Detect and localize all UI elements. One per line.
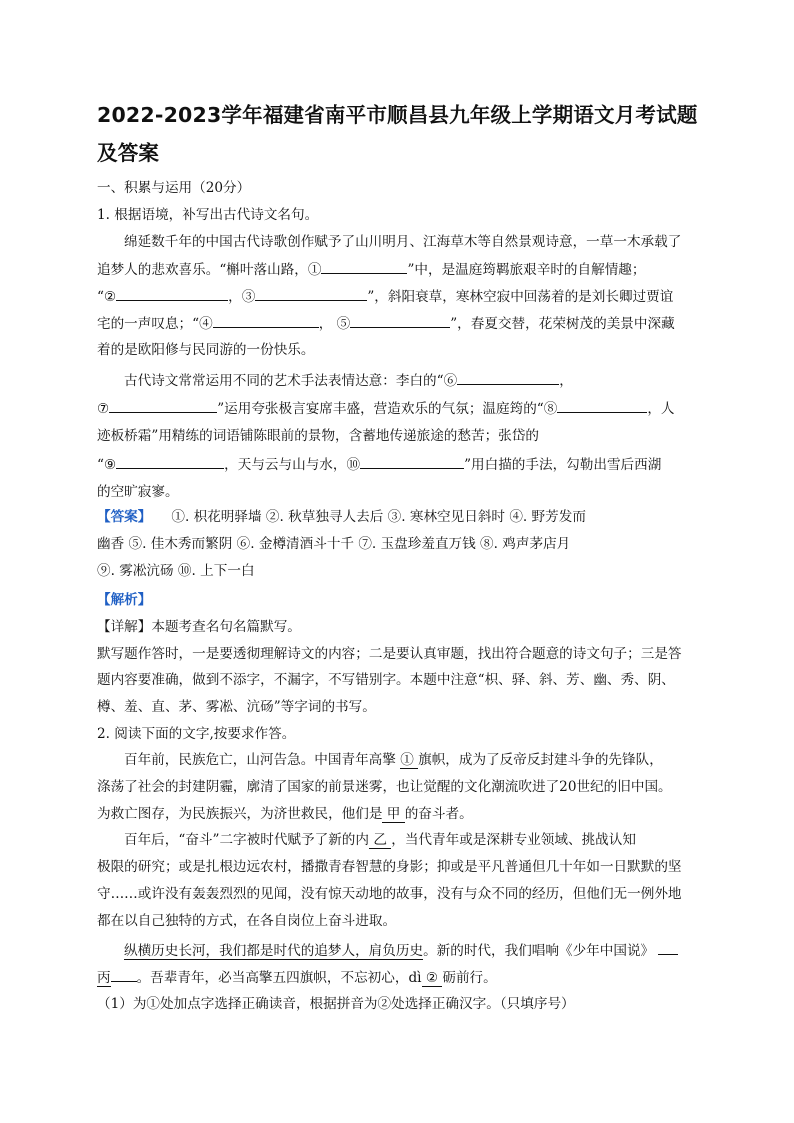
blank-q2-jia: 甲 — [382, 806, 405, 822]
q2-para2-line3: 守……或许没有轰轰烈烈的见闻，没有惊天动地的故事，没有与众不同的经历，但他们无一例外地 — [97, 886, 682, 902]
answer-label: 【答案】 — [97, 509, 152, 525]
q1-para1-line1: 绵延数千年的中国古代诗歌创作赋予了山川明月、江海草木等自然景观诗意，一草一木承载了 — [124, 234, 682, 250]
blank-5 — [350, 313, 450, 328]
question-1-stem: 1. 根据语境，补写出古代诗文名句。 — [97, 207, 319, 223]
blank-q2-bing-right — [111, 967, 137, 982]
q2-para1-line1: 百年前，民族危亡，山河告急。中国青年高擎 ① 旗帜，成为了反帝反封建斗争的先锋队， — [124, 752, 663, 768]
analysis-line-3: 樽、羞、直、茅、雾凇、沆砀”等字词的书写。 — [97, 699, 376, 715]
blank-9 — [116, 454, 224, 469]
q1-para2-line2: ⑦ ”运用夸张极言宴席丰盛，营造欢乐的气氛；温庭筠的“⑧ ，人 — [97, 398, 675, 419]
q1-para2-line5: 的空旷寂寥。 — [97, 484, 179, 500]
q2-para1-line3: 为救亡图存，为民族振兴，为济世救民，他们是 甲 的奋斗者。 — [97, 806, 473, 822]
question-2-stem: 2. 阅读下面的文字,按要求作答。 — [97, 726, 296, 742]
title-line-1: 2022-2023学年福建省南平市顺昌县九年级上学期语文月考试题 — [97, 103, 698, 127]
q2-para3-line1: 纵横历史长河，我们都是时代的追梦人，肩负历史。新的时代，我们唱响《少年中国说》 — [124, 940, 678, 961]
section-heading: 一、积累与运用（20分） — [97, 180, 251, 196]
q2-para2-line4: 都在以自己独特的方式，在各自岗位上奋斗进取。 — [97, 913, 397, 929]
answer-line-3: ⑨. 雾凇沆砀 ⑩. 上下一白 — [97, 563, 255, 579]
q1-para1-line5: 着的是欧阳修与民同游的一份快乐。 — [97, 342, 315, 358]
q1-para2-line3: 迹板桥霜”用精练的词语铺陈眼前的景物，含蓄地传递旅途的愁苦；张岱的 — [97, 428, 539, 444]
blank-q2-bing-left — [658, 940, 678, 955]
blank-1 — [321, 259, 407, 274]
q2-para2-line2: 极限的研究；或是扎根边远农村，播撒青春智慧的身影；抑或是平凡普通但几十年如一日默默的坚 — [97, 859, 682, 875]
q1-para1-line3: “② ，③ ”，斜阳衰草，寒林空寂中回荡着的是刘长卿过贾谊 — [97, 286, 673, 307]
blank-4 — [213, 313, 319, 328]
blank-7 — [109, 398, 217, 413]
analysis-detail: 【详解】本题考查名句名篇默写。 — [97, 619, 301, 635]
detail-label: 【详解】 — [97, 619, 152, 635]
blank-2 — [116, 286, 228, 301]
q1-para2-line4: “⑨ ，天与云与山与水，⑩ ”用白描的手法，勾勒出雪后西湖 — [97, 454, 661, 475]
analysis-line-2: 题内容要准确，做到不添字，不漏字，不写错别字。本题中注意“枳、驿、斜、芳、幽、秀、阴、 — [97, 672, 675, 688]
answer-line-2: 幽香 ⑤. 佳木秀而繁阴 ⑥. 金樽清酒斗十千 ⑦. 玉盘珍羞直万钱 ⑧. 鸡声茅店月 — [97, 536, 571, 552]
blank-3 — [255, 286, 367, 301]
blank-6 — [457, 370, 559, 385]
document-title — [97, 96, 717, 172]
blank-q2-2: ② — [421, 970, 443, 986]
q2-sub-question-1: （1）为①处加点字选择正确读音，根据拼音为②处选择正确汉字。（只填序号） — [97, 996, 575, 1012]
q2-para3-line2: 丙 。吾辈青年，必当高擎五四旗帜，不忘初心，dì ② 砺前行。 — [97, 967, 497, 988]
blank-q2-1: ① — [400, 752, 419, 768]
blank-10 — [360, 454, 464, 469]
q1-para2-line1: 古代诗文常常运用不同的艺术手法表情达意：李白的“⑥ ， — [124, 370, 573, 391]
q1-para1-line4: 宅的一声叹息；“④ ， ⑤ ”，春夏交替，花荣树茂的美景中深藏 — [97, 313, 675, 334]
blank-q2-yi: 乙 — [369, 832, 392, 848]
q2-para1-line2: 涤荡了社会的封建阴霾，廓清了国家的前景迷雾，也让觉醒的文化潮流吹进了20世纪的旧中国。 — [97, 779, 672, 795]
title-line-2: 及答案 — [97, 141, 160, 165]
answer-line-1: 【答案】 ①. 枳花明驿墙 ②. 秋草独寻人去后 ③. 寒林空见日斜时 ④. 野芳发而 — [97, 509, 586, 525]
blank-8 — [557, 398, 647, 413]
analysis-label: 【解析】 — [97, 592, 152, 608]
q1-para1-line2: 追梦人的悲欢喜乐。“槲叶落山路，① ”中，是温庭筠羁旅艰辛时的自解情趣； — [97, 259, 646, 280]
analysis-line-1: 默写题作答时，一是要透彻理解诗文的内容；二是要认真审题，找出符合题意的诗文句子；三是答 — [97, 646, 682, 662]
q2-para2-line1: 百年后，“奋斗”二字被时代赋予了新的内 乙 ，当代青年或是深耕专业领域、挑战认知 — [124, 832, 636, 848]
